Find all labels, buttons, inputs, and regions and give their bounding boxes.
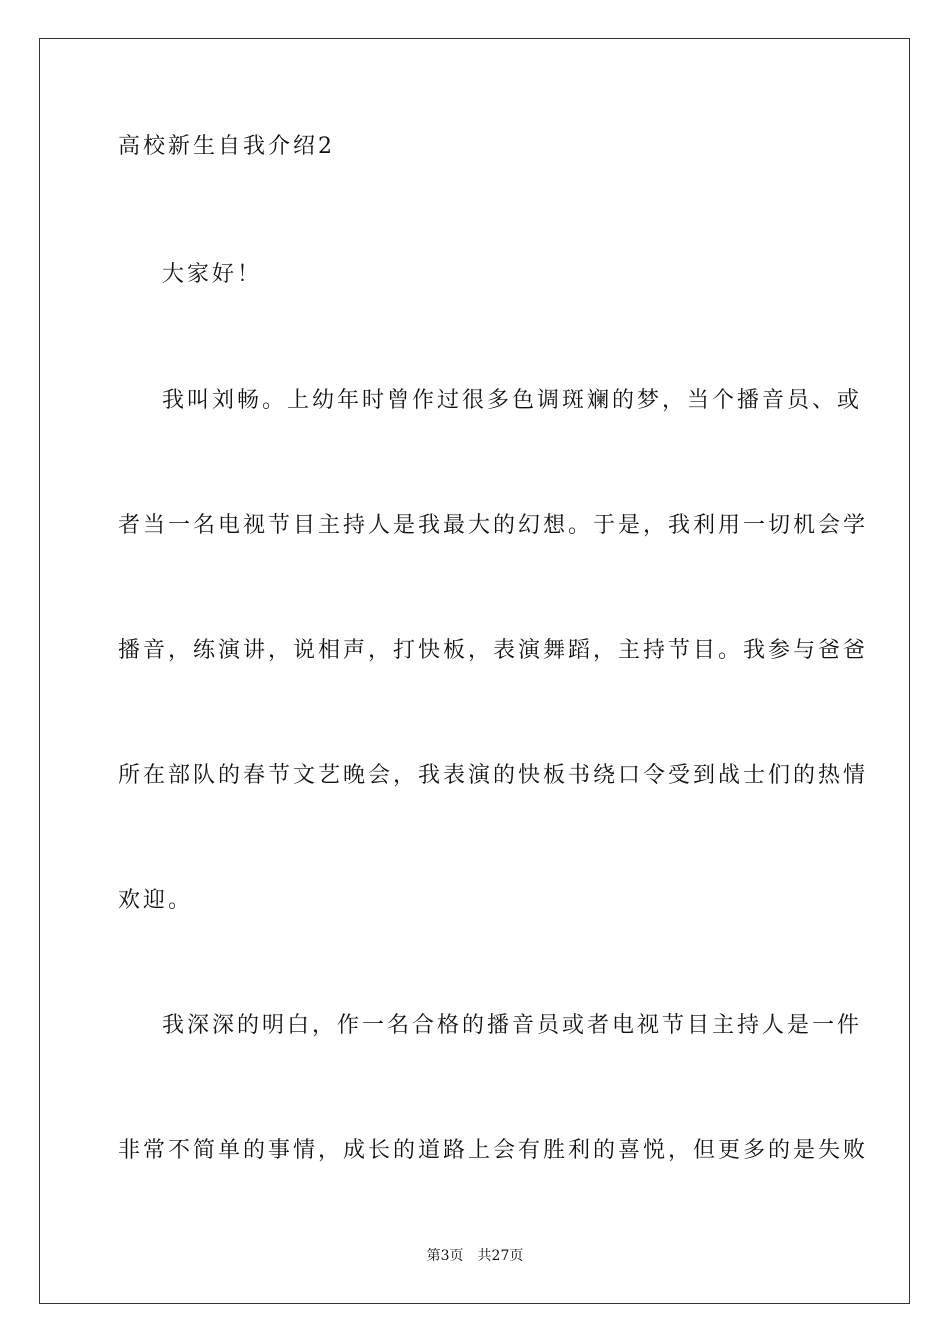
greeting-line: 大家好！ xyxy=(162,262,263,287)
paragraph-line: 者当一名电视节目主持人是我最大的幻想。于是，我利用一切机会学 xyxy=(118,513,869,538)
paragraph-line: 我叫刘畅。上幼年时曾作过很多色调斑斓的梦，当个播音员、或 xyxy=(162,388,863,413)
document-title: 高校新生自我介绍2 xyxy=(118,134,335,159)
paragraph-line: 播音，练演讲，说相声，打快板，表演舞蹈，主持节目。我参与爸爸 xyxy=(118,638,869,663)
page-frame xyxy=(39,38,910,1304)
paragraph-line: 所在部队的春节文艺晚会，我表演的快板书绕口令受到战士们的热情 xyxy=(118,763,869,788)
page-footer xyxy=(0,1246,950,1266)
page-number: 第3页 xyxy=(426,1248,464,1264)
paragraph-line: 非常不简单的事情，成长的道路上会有胜利的喜悦，但更多的是失败 xyxy=(118,1138,869,1163)
page-total: 共27页 xyxy=(477,1248,524,1264)
paragraph-line: 我深深的明白，作一名合格的播音员或者电视节目主持人是一件 xyxy=(162,1013,863,1038)
paragraph-line: 欢迎。 xyxy=(118,888,194,913)
